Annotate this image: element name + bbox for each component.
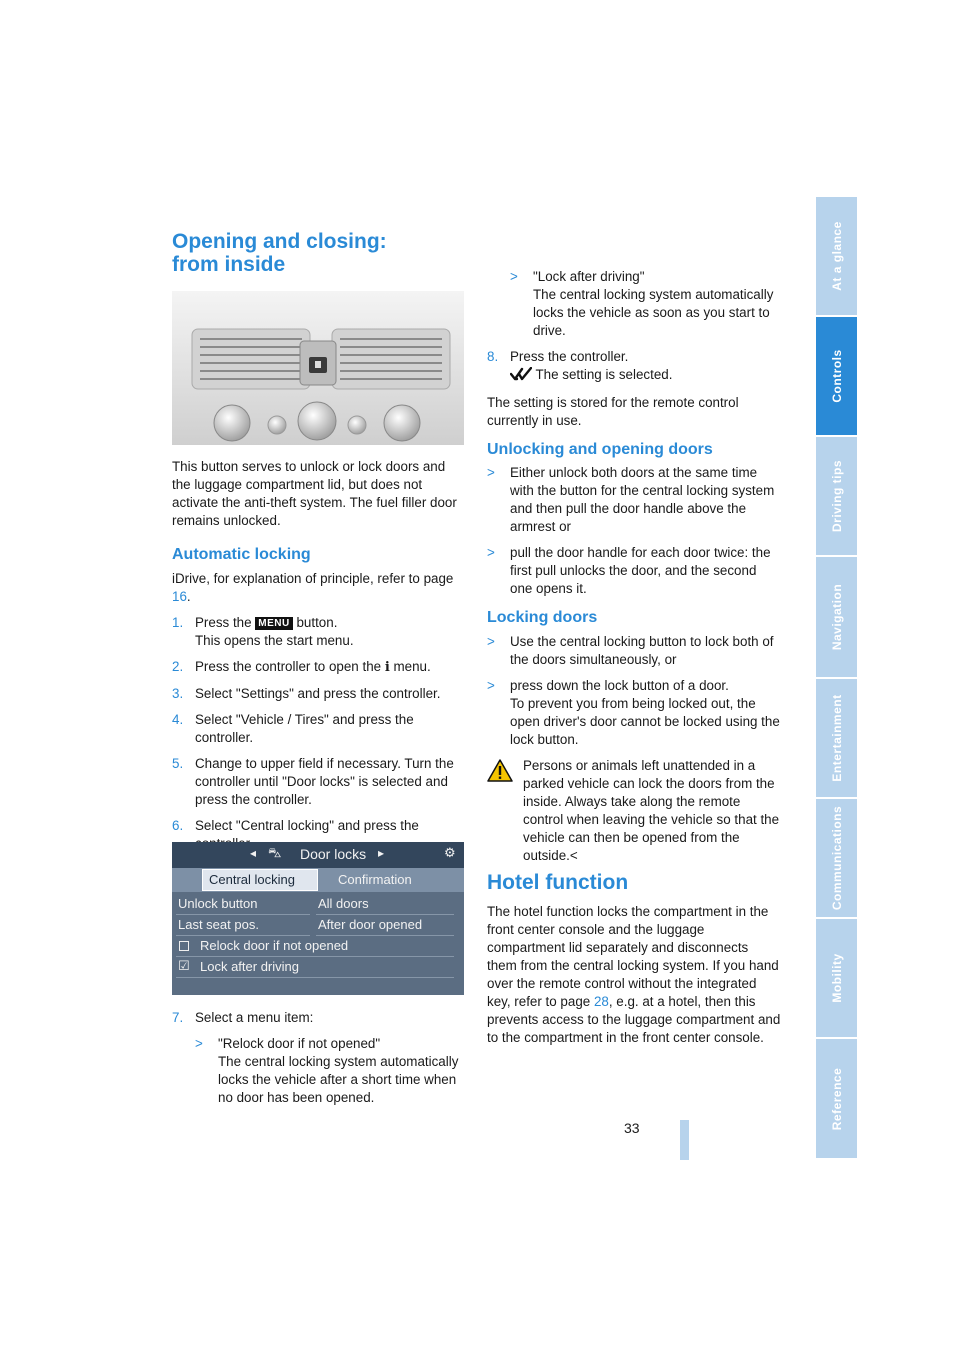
info-icon: i [384,660,390,675]
tab-driving-tips[interactable]: Driving tips [816,437,857,557]
tab-confirmation[interactable]: Confirmation [338,872,412,887]
unlocking-item-2: > pull the door handle for each door twice: the first pull unlocks the door, and the second one opens it. [487,545,771,596]
tab-controls[interactable]: Controls [816,317,857,437]
car-icon: ⛍ [268,845,282,860]
locking-item-1: > Use the central locking button to lock both of the doors simultaneously, or [487,634,774,667]
tab-at-a-glance[interactable]: At a glance [816,197,857,317]
tab-reference[interactable]: Reference [816,1039,857,1160]
step-6: 6. Select "Central locking" and press the [172,818,419,833]
page-title: Opening and closing: from inside [172,230,387,276]
hotel-text-block [487,903,781,1055]
checkbox-unchecked-icon[interactable] [179,941,189,951]
menu-unlock-button[interactable]: Unlock button [178,896,258,911]
page-number: 33 [624,1120,640,1136]
heading-hotel-function: Hotel function [487,871,629,894]
menu-last-seat-pos[interactable]: Last seat pos. [178,917,259,932]
step-7: 7. Select a menu item: [172,1010,314,1025]
idrive-reference: iDrive, for explanation of principle, refer to page 16. [172,571,454,604]
tab-navigation[interactable]: Navigation [816,557,857,679]
setting-stored-text: The setting is stored for the remote control currently in use. [487,395,739,428]
settings-icon: ⚙ [444,845,456,860]
menu-all-doors[interactable]: All doors [318,896,369,911]
page-link-28[interactable]: 28 [593,994,609,1009]
option-lock-after-driving[interactable]: Lock after driving [200,959,299,974]
step-7-block [172,1009,466,1115]
menu-after-door-opened[interactable]: After door opened [318,917,423,932]
step-8: 8. Press the controller. The setting is selected. [487,348,781,386]
unlocking-item-1: > Either unlock both doors at the same time with the button for the central locking system and then pull the door handle above the armrest or [487,465,775,534]
center-console-image [172,291,464,445]
option-relock-description: > "Relock door if not opened" The central locking system automatically locks the vehicle after a short time when no door has been opened. [195,1036,459,1105]
menu-button-icon: MENU [255,617,292,630]
page-number-bar [680,1120,689,1160]
end-marker: < [569,848,578,863]
automatic-locking-steps [172,570,466,861]
intro-text: This button serves to unlock or lock doors and the luggage compartment lid, but does not activate the anti-theft system. The fuel filler door remains unlocked. [172,459,457,528]
screen-title: Door locks [300,846,367,862]
chapter-tabs [816,197,857,1160]
heading-locking-doors: Locking doors [487,609,598,626]
page-link-16[interactable]: 16 [172,589,187,604]
tab-mobility[interactable]: Mobility [816,919,857,1039]
heading-unlocking-doors: Unlocking and opening doors [487,441,713,458]
idrive-door-locks-screen [172,842,464,995]
warning-note: Persons or animals left unattended in a parked vehicle can lock the doors from the inside. Always take along the remote control when leaving the vehicle so that the vehicle can then be opened from the outside.< [487,757,781,865]
right-column-top [487,232,781,438]
center-console-illustration [172,291,464,445]
tab-central-locking[interactable]: Central locking [202,869,318,891]
step-5: 5. Change to upper field if necessary. Turn the controller until "Door locks" is selected and press the controller. [172,756,454,807]
left-column [172,458,466,538]
option-lock-after-driving-description: > "Lock after driving" The central locking system automatically locks the vehicle as soon as you start to drive. [510,269,774,338]
locking-item-2: > press down the lock button of a door. To prevent you from being locked out, the open driver's door cannot be locked using the lock button. [487,678,780,747]
step-3: 3. Select "Settings" and press the controller. [172,686,441,701]
right-arrow-icon: ▸ [378,846,385,860]
checkmark-icon [510,367,532,386]
tab-communications[interactable]: Communications [816,799,857,919]
checkbox-checked-icon[interactable]: ☑ [178,958,190,973]
heading-automatic-locking: Automatic locking [172,546,311,563]
locking-list [487,633,781,865]
unlocking-list [487,464,781,606]
step-2: 2. Press the controller to open the i menu. [172,659,431,675]
tab-entertainment[interactable]: Entertainment [816,679,857,799]
step-4: 4. Select "Vehicle / Tires" and press the controller. [172,712,414,745]
hotel-text: The hotel function locks the compartment in the front center console and the luggage compartment lid separately and disconnects them from the central locking system. If you hand over the remote control without the integrated key, refer to page 28, e.g. at a hotel, then this prevents access to the luggage compartment and to the compartment in the front center console. [487,904,781,1045]
warning-triangle-icon [487,759,513,787]
step-1: 1. Press the MENU button. This opens the start menu. [172,615,354,648]
left-arrow-icon: ◂ [250,846,257,860]
option-relock-door[interactable]: Relock door if not opened [200,938,349,953]
